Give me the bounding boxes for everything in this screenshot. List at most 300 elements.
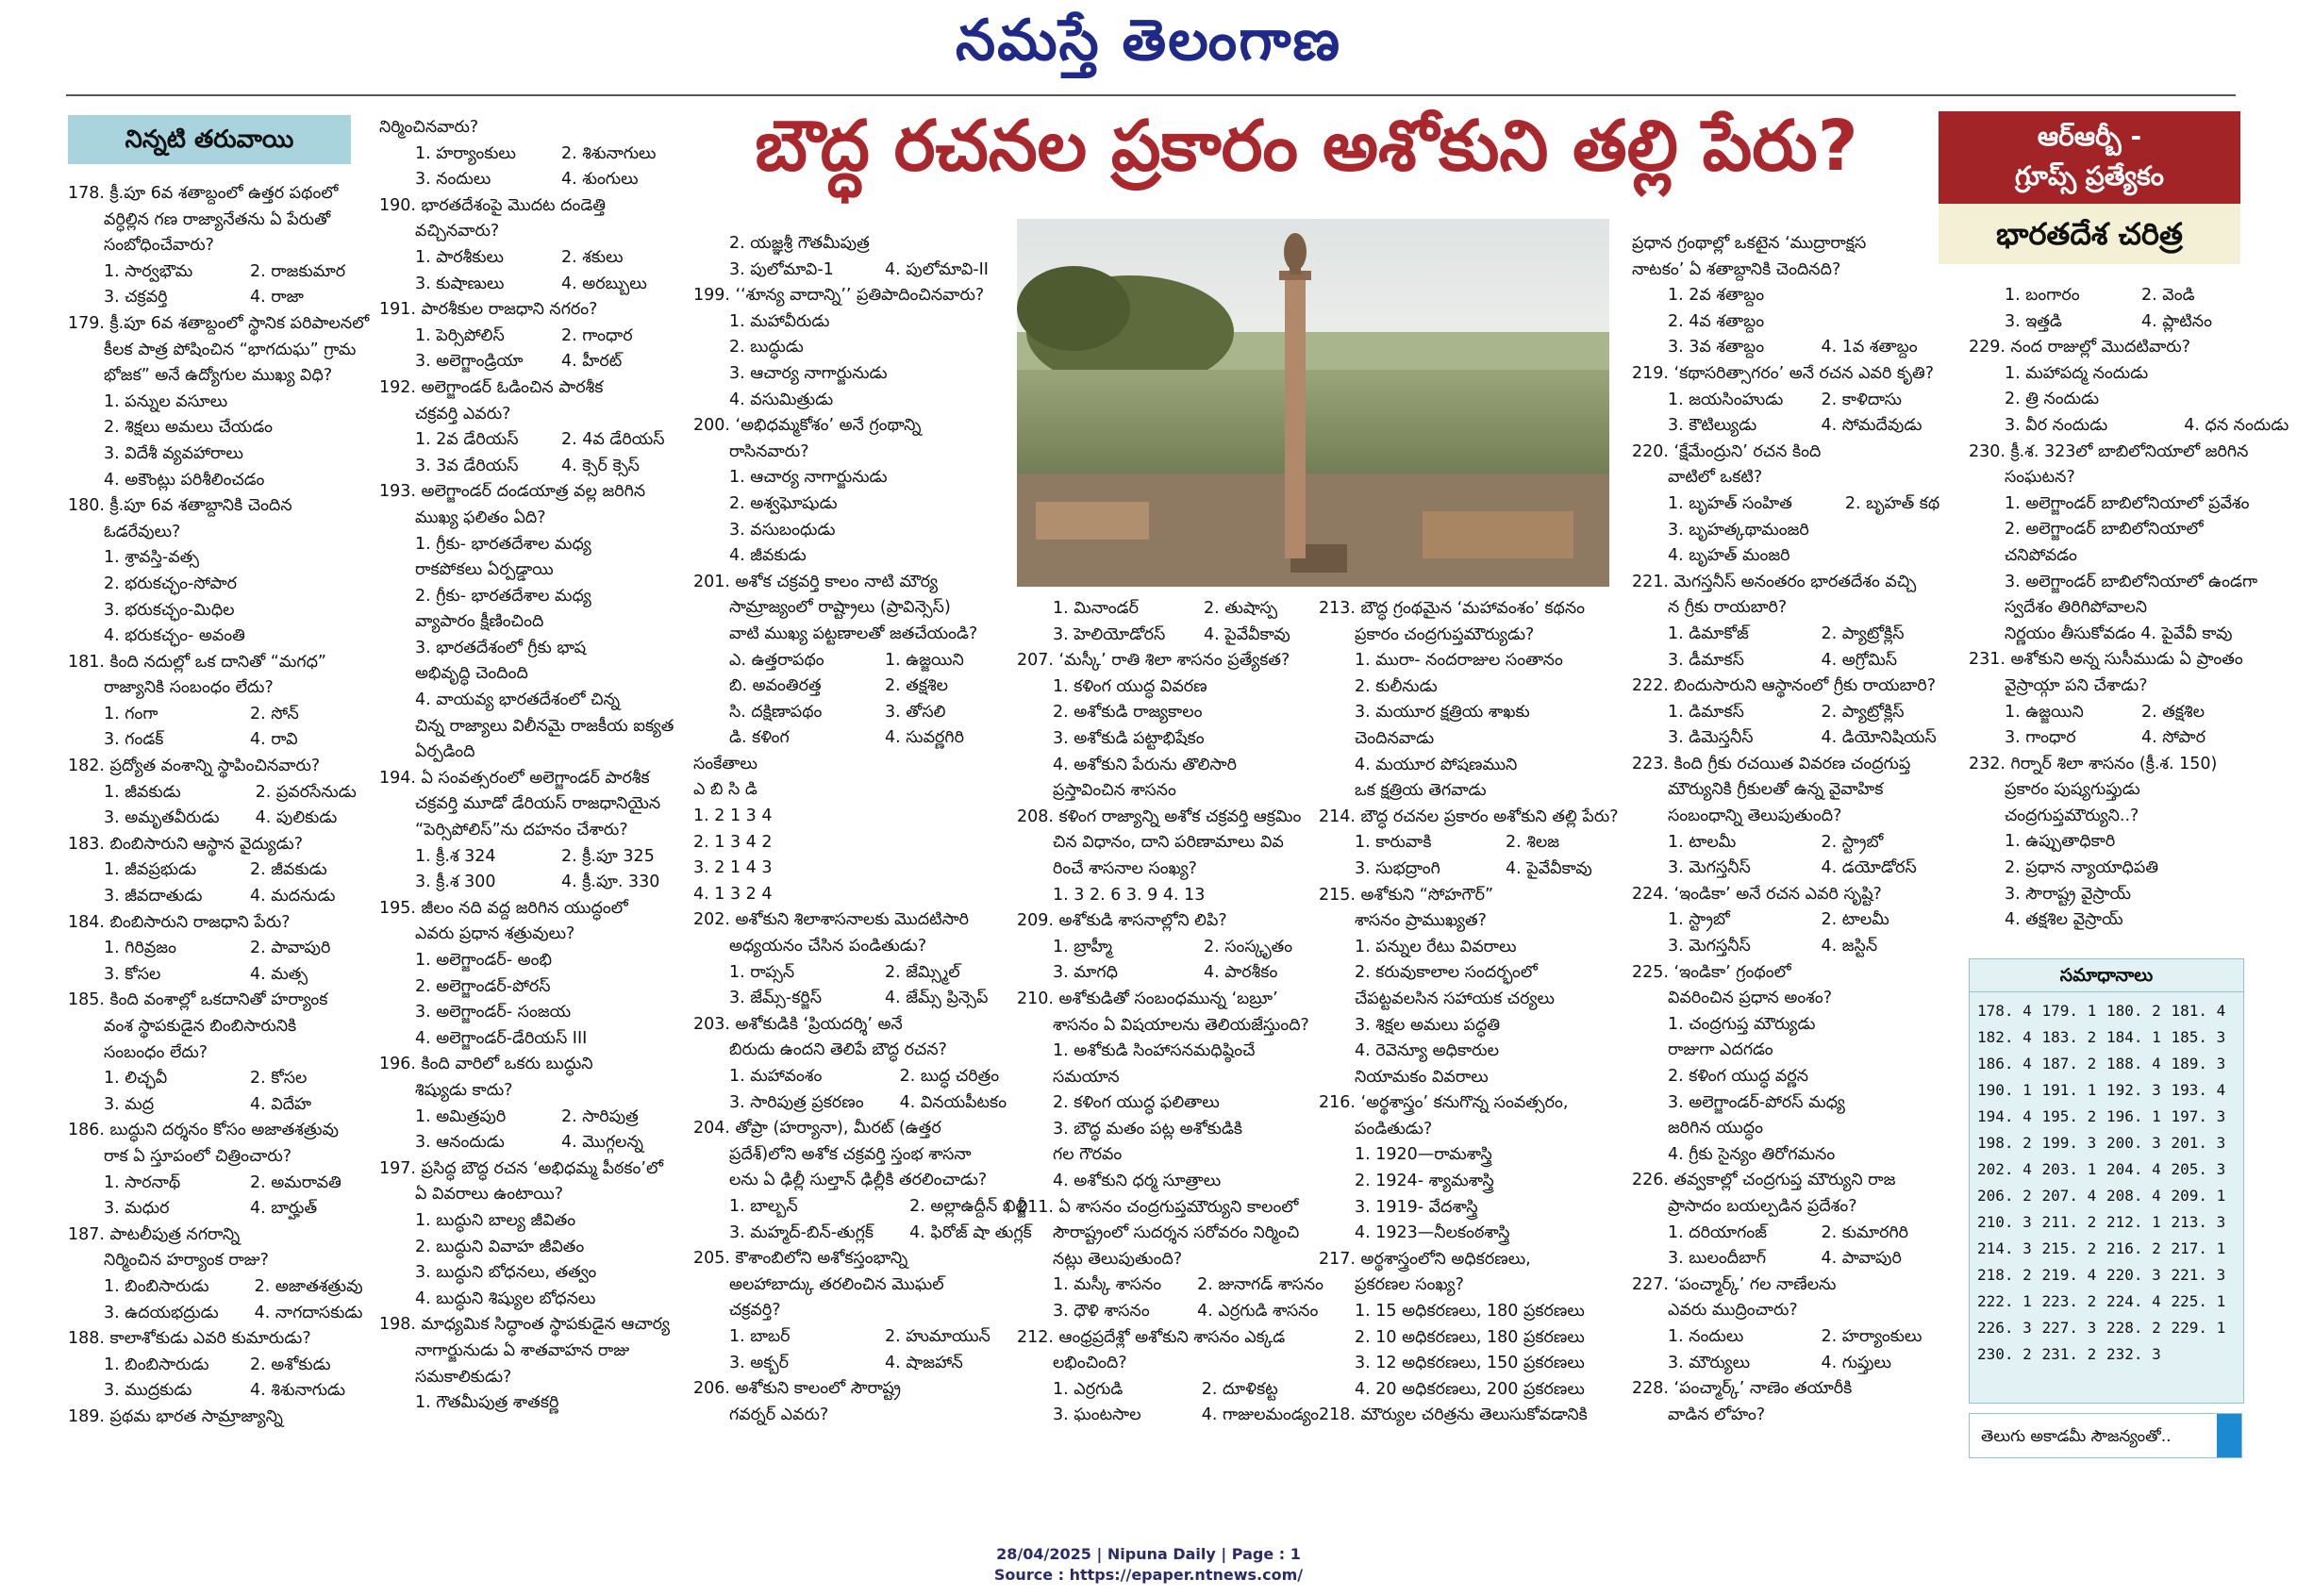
answer-option: 3. ముద్రకుడు: [104, 1381, 192, 1401]
question-text-continued: సౌరాష్ట్రంలో సుదర్శన సరోవరం నిర్మించి: [1053, 1223, 1300, 1243]
answer-option: 3. సౌరాష్ట్ర వైస్రాయ్: [2005, 884, 2132, 904]
question-item: [1319, 805, 1621, 883]
answer-key-item: 196. 1: [2106, 1107, 2161, 1125]
answer-options-grid: [693, 1194, 1032, 1246]
answer-option: 1. ఉజ్జయిని: [885, 650, 964, 670]
question-text-continued: వర్ధిల్లిన గణ రాజ్యానేతను ఏ పేరుతో: [104, 209, 331, 229]
question-item: [1632, 570, 1939, 673]
answer-option: 4. వాయవ్య భారతదేశంలో చిన్న: [415, 690, 620, 710]
question-item: [1017, 1325, 1319, 1429]
answer-option: 4. అరబ్బులు: [561, 274, 647, 293]
answer-option: 3. శిక్షల అమలు పద్ధతి: [1355, 1015, 1501, 1035]
answers-title: సమాధానాలు: [1970, 959, 2243, 992]
question-item: [379, 479, 672, 766]
question-text: 211. ఏ శాసనం చంద్రగుప్తమౌర్యుని కాలంలో: [1017, 1197, 1299, 1217]
question-item: [68, 493, 360, 650]
answer-option: 1. 2వ శతాబ్దం: [1668, 286, 1765, 306]
section-label-previous: నిన్నటి తరువాయి: [68, 115, 351, 164]
question-text-continued: ముఖ్య ఫలితం ఏది?: [415, 507, 546, 527]
answer-option: 3. సుభద్రాంగి: [1355, 858, 1440, 878]
question-item: [693, 570, 1005, 752]
question-item: [379, 1156, 672, 1313]
answer-option: 4. జేమ్స్ ప్రిన్సెప్: [885, 989, 989, 1008]
answer-options-grid: [68, 1274, 363, 1326]
answer-option: [2148, 387, 2289, 413]
question-text-continued: సమకాలికుడు?: [415, 1367, 512, 1387]
question-text: 222. బిందుసారుని ఆస్థానంలో గ్రీకు రాయబారి?: [1632, 676, 1937, 696]
question-item: [1017, 596, 1319, 648]
answer-key-item: 232. 3: [2106, 1345, 2161, 1363]
answer-option: 3. ఇత్తడి: [2005, 311, 2062, 331]
answer-option: 2. టాలమీ: [1821, 910, 1889, 930]
credit-note: [1969, 1413, 2242, 1458]
answer-options-grid: [1017, 935, 1319, 987]
question-text-continued: ప్రకారం చంద్రగుప్తమౌర్యుడు?: [1355, 624, 1535, 644]
question-text: 227. ‘పంచ్మార్క్’ గల నాణేలను: [1632, 1274, 1837, 1294]
answer-option: [2148, 361, 2289, 388]
question-text-continued: మౌర్యునికి గ్రీకులతో ఉన్న వైవాహిక: [1668, 780, 1884, 800]
question-item: [1319, 1403, 1621, 1429]
answer-options-grid: [1632, 491, 1939, 570]
answer-option: 3. బులందీబాగ్: [1668, 1249, 1767, 1269]
answer-key-item: 194. 4: [1977, 1107, 2032, 1125]
answer-option: 3. ఆచార్య నాగార్జునుడు: [729, 363, 888, 383]
answer-options-grid: [693, 1324, 1005, 1376]
answer-key-item: 222. 1: [1977, 1292, 2032, 1310]
question-item: [68, 988, 360, 1118]
question-item: [379, 193, 672, 297]
question-text-continued: నాగార్జునుడు ఏ శాతవాహన రాజు: [415, 1340, 630, 1360]
answer-option: 3. వీర నందుడు: [2005, 415, 2108, 435]
question-item: [379, 1312, 672, 1416]
answer-option: 1. నందులు: [1668, 1326, 1744, 1346]
masthead-rule: [66, 94, 2236, 96]
answer-option: 1. 2వ డేరియస్: [415, 430, 519, 450]
question-text: 232. గిర్నార్ శిలా శాసనం (క్రీ.శ. 150): [1969, 754, 2218, 773]
question-text: 225. ‘ఇండికా’ గ్రంథంలో: [1632, 962, 1791, 982]
question-item: [1017, 805, 1319, 908]
answer-option: 1. మస్కీ శాసనం: [1053, 1275, 1162, 1295]
question-item: [68, 311, 370, 493]
answer-option: 1. దరియాగంజ్: [1668, 1222, 1767, 1242]
answer-option: 1. లిచ్ఛవీ: [104, 1069, 168, 1089]
question-text: 207. ‘మస్కీ’ రాతి శిలా శాసనం ప్రత్యేకత?: [1017, 651, 1290, 671]
footer-source: Source : https://epaper.ntnews.com/: [993, 1566, 1304, 1584]
answer-option: రాజుగా ఎదగడం: [1668, 1040, 1773, 1060]
answer-option: 1. గ్రీకు- భారతదేశాల మధ్య: [415, 534, 591, 554]
answer-option: 2. అశోకుడి రాజ్యకాలం: [1053, 703, 1203, 723]
answer-option: 1. పెర్సిపోలిస్: [415, 325, 505, 345]
answer-option: 3. మద్ర: [104, 1094, 155, 1114]
answer-option: 1. బుద్ధుని బాల్య జీవితం: [415, 1210, 576, 1230]
answer-option: 3. అశోకుడి పట్టాభిషేకం: [1053, 728, 1205, 748]
answer-option: 4. నాగదాసకుడు: [254, 1303, 363, 1322]
answer-option: 3. మౌర్యులు: [1668, 1353, 1751, 1372]
question-text-continued: 4. 1 3 2 4: [693, 884, 773, 904]
answer-option: 1. స్ట్రాబో: [1668, 910, 1730, 930]
question-item: [693, 1246, 1005, 1376]
answer-option: 2. 4వ డేరియస్: [561, 430, 665, 450]
answer-key-item: 180. 2: [2106, 1002, 2161, 1020]
question-text-continued: ఓడరేవులు?: [104, 522, 181, 541]
answer-options-grid: [379, 427, 672, 479]
question-item: [379, 1052, 672, 1155]
answer-option: 1. బింబిసారుడు: [104, 1276, 209, 1296]
answer-option: 3. సారిపుత్ర ప్రకరణం: [729, 1092, 864, 1112]
answer-key-item: 189. 3: [2171, 1055, 2226, 1072]
answer-option: 3. గాంధార: [2005, 728, 2076, 748]
answer-option: 4. ఎర్రగుడి శాసనం: [1197, 1302, 1319, 1322]
question-item: [1632, 1168, 1939, 1272]
question-column-5: [1319, 596, 1621, 1429]
answer-option: 2. శిక్షలు అమలు చేయడం: [104, 418, 273, 438]
answer-option: 1. బృహత్ సంహిత: [1668, 493, 1792, 513]
question-text-continued: సంబంధం లేదు?: [104, 1042, 208, 1062]
answer-option: 2. ప్రధాన న్యాయాధిపతి: [2005, 858, 2159, 878]
answer-option: నిర్ణయం తీసుకోవడం 4. పైవేవీ కావు: [2005, 623, 2233, 643]
answer-option: రాకపోకలు ఏర్పడ్డాయి: [415, 560, 554, 580]
question-item: [379, 766, 672, 896]
answer-key-item: 223. 2: [2041, 1292, 2097, 1310]
question-text: 209. అశోకుడి శాసనాల్లోని లిపి?: [1017, 911, 1227, 931]
answer-option: 2. ప్యాట్రోక్లిస్: [1821, 702, 1905, 722]
question-item: [1319, 1090, 1621, 1247]
answer-option: 4. హీరట్: [561, 352, 623, 372]
answer-option: 2. జేమ్స్మిల్: [885, 962, 960, 982]
answer-options-grid: [379, 245, 672, 297]
answer-options-grid: [68, 1066, 360, 1118]
question-text: సంకేతాలు: [693, 754, 757, 773]
answer-option: 1. ఎర్రగుడి: [1053, 1379, 1124, 1399]
answer-option: చెందినవాడు: [1355, 728, 1435, 748]
answer-key-item: 211. 2: [2041, 1213, 2097, 1231]
answer-option: 3. 3వ డేరియస్: [415, 456, 519, 475]
answer-option: [1809, 518, 1939, 544]
question-text: 204. తోప్రా (హర్యానా), మీరట్ (ఉత్తర: [693, 1119, 941, 1139]
question-text: 210. అశోకుడితో సంబంధమున్న ‘బబ్రూ’: [1017, 989, 1278, 1008]
answer-option: 3. మయూర క్షత్రియ శాఖకు: [1355, 703, 1530, 723]
question-text-continued: చిన విధానం, దాని పరిణామాలు వివ: [1053, 833, 1284, 853]
answer-option: 1. జీవకుడు: [104, 782, 181, 802]
answer-option: 1. మహాపద్మ నందుడు: [2005, 363, 2149, 383]
question-item: [1017, 987, 1319, 1195]
question-column-4: [1017, 596, 1324, 1429]
answer-options-grid: [379, 844, 672, 896]
question-text: 184. బింబిసారుని రాజధాని పేరు?: [68, 912, 291, 932]
answer-option: 3. అలెగ్జాండర్-పోరస్ మధ్య: [1668, 1092, 1845, 1112]
answer-option: ఒక క్షత్రియ తెగవాడు: [1355, 781, 1487, 801]
answer-option: 2. ప్రవరసేనుడు: [255, 782, 357, 802]
answer-option: 4. శిశునాగుడు: [250, 1381, 346, 1401]
answer-option: 2. దూళికట్ట: [1201, 1379, 1278, 1399]
rrb-line-2: గ్రూప్స్ ప్రత్యేకం: [2014, 160, 2164, 191]
answer-option: 3. 12 అధికరణలు, 150 ప్రకరణలు: [1355, 1354, 1585, 1373]
answer-option: అభివృద్ధి చెందింది: [415, 664, 528, 684]
answer-option: 4. డయోడోరస్: [1821, 858, 1917, 878]
answer-option: 4. తక్షశిల వైస్రాయ్: [2005, 910, 2123, 930]
answer-option: 1. ఆచార్య నాగార్జునుడు: [729, 468, 888, 488]
answer-option: 3. భారతదేశంలో గ్రీకు భాష: [415, 638, 587, 657]
answer-option: 1. 15 అధికరణలు, 180 ప్రకరణలు: [1355, 1302, 1585, 1322]
answer-option: 2. కుమారగిరి: [1821, 1222, 1909, 1242]
question-text-continued: ఎవరు ప్రధాన శత్రువులు?: [415, 924, 575, 944]
answer-key-item: 218. 2: [1977, 1266, 2032, 1284]
answer-option: 2. వెండి: [2141, 286, 2195, 305]
question-text-continued: సంఘటన?: [2005, 468, 2075, 488]
answer-option: 4. బుద్ధుని శిష్యుల బోధనలు: [415, 1288, 596, 1308]
question-text-continued: వివరించిన ప్రధాన అంశం?: [1668, 989, 1832, 1008]
answer-option: 4. వసుమిత్రుడు: [729, 390, 834, 409]
answer-key-item: 185. 3: [2171, 1028, 2226, 1046]
question-text: 187. పాటలీపుత్ర నగరాన్ని: [68, 1224, 241, 1244]
answer-option: 3. గండక్: [104, 730, 164, 750]
answer-option: 2. తుషాస్ప: [1204, 599, 1278, 618]
answer-option: 1. పన్నుల రేటు వివరాలు: [1355, 937, 1517, 956]
answer-key-item: 198. 2: [1977, 1134, 2032, 1152]
answer-option: 1. అమిత్రపురి: [415, 1106, 507, 1126]
question-text-continued: శాసనం ఏ విషయాలను తెలియజేస్తుంది?: [1053, 1015, 1309, 1035]
answer-key-item: 200. 3: [2106, 1134, 2161, 1152]
answer-option: 1. హర్యాంకులు: [415, 143, 516, 163]
answer-key-item: 221. 3: [2171, 1266, 2226, 1284]
answer-key-item: 191. 1: [2041, 1081, 2097, 1099]
answer-option: 4. క్సెర్ క్సెస్: [561, 456, 640, 475]
answer-option: 4. ఫిరోజ్ షా తుగ్లక్: [909, 1222, 1032, 1242]
answer-option: 4. 20 అధికరణలు, 200 ప్రకరణలు: [1355, 1379, 1585, 1399]
answer-option: 4. షాజహాన్: [885, 1353, 963, 1372]
answer-option: 4. బార్హుత్: [250, 1199, 318, 1219]
answer-option: 3. ఘంటసాల: [1053, 1405, 1141, 1425]
answer-option: 2. తక్షశిల: [885, 676, 949, 696]
question-text-continued: ప్రకారం పుష్యగుప్తుడు: [2005, 780, 2140, 800]
answer-option: 4. విదేహ: [250, 1094, 312, 1114]
answer-option: 2. సోన్: [250, 704, 299, 723]
answer-option: 4. అలెగ్జాండర్-డేరియస్ III: [415, 1028, 588, 1048]
question-text: 189. ప్రథమ భారత సామ్రాజ్యాన్ని: [68, 1406, 283, 1426]
answer-key-item: 229. 1: [2171, 1319, 2226, 1337]
question-text: 198. మాధ్యమిక సిద్ధాంత స్థాపకుడైన ఆచార్య: [379, 1315, 671, 1335]
answer-options-grid: [379, 1105, 672, 1156]
answer-option: [1786, 283, 1939, 309]
answer-key-item: 206. 2: [1977, 1187, 2032, 1205]
question-text: 186. బుద్ధుని దర్శనం కోసం అజాతశత్రువు: [68, 1121, 339, 1140]
answer-key-item: 219. 4: [2041, 1266, 2097, 1284]
answer-key-item: 183. 2: [2041, 1028, 2097, 1046]
answer-option: 1. క్రీ.శ 324: [415, 846, 496, 866]
masthead-logo: నమస్తే తెలంగాణ: [955, 8, 1342, 74]
answer-key-item: 208. 4: [2106, 1187, 2161, 1205]
answer-option: 3. అలెగ్జాండర్ బాబిలోనియాలో ఉండగా: [2005, 572, 2258, 591]
question-text: 183. బింబిసారుని ఆస్థాన వైద్యుడు?: [68, 834, 303, 854]
answer-option: 4. మదనుడు: [250, 887, 336, 906]
question-text-continued: వాటిలో ఒకటి?: [1668, 468, 1763, 488]
answer-key-item: 182. 4: [1977, 1028, 2032, 1046]
answer-option: 2. తక్షశిల: [2141, 702, 2205, 722]
answer-option: 1. ఉజ్జయిని: [2005, 702, 2084, 722]
question-item: [693, 752, 1005, 908]
question-text: 220. ‘క్షేమేంద్రుని’ రచన కింది: [1632, 441, 1822, 461]
question-text: 180. క్రీ.పూ 6వ శతాబ్దానికి చెందిన: [68, 496, 292, 516]
question-column-2: [379, 115, 672, 1417]
answer-option: 3. కుషాణులు: [415, 274, 505, 293]
question-text-continued: వచ్చినవారు?: [415, 222, 500, 241]
question-text: 196. కింది వారిలో ఒకరు బుద్ధుని: [379, 1055, 593, 1074]
answer-option: 3. మెగస్తనీస్: [1668, 937, 1751, 956]
answer-option: 3. చక్రవర్తి: [104, 288, 168, 308]
answer-option: 4. రాజా: [250, 288, 304, 308]
answer-option: 4. వినయపీటకం: [899, 1092, 1007, 1112]
answer-key-item: 203. 1: [2041, 1160, 2097, 1178]
question-text-continued: వైస్రాయ్గా పని చేశాడు?: [2005, 675, 2148, 695]
answer-option: 1. బాల్బన్: [729, 1196, 798, 1216]
answer-option: 1. టాలమీ: [1668, 832, 1737, 852]
answer-option: 4. పులికుడు: [255, 808, 338, 828]
answer-options-grid: [693, 960, 1005, 1012]
question-text: 181. కింది నదుల్లో ఒక దానితో “మగధ”: [68, 652, 326, 672]
question-text-continued: చక్రవర్తి మూడో డేరియస్ రాజధానియైన: [415, 794, 661, 814]
question-item: [1969, 752, 2242, 934]
question-item: [1632, 752, 1939, 882]
answer-option: 1. డిమాకోజ్: [1668, 623, 1749, 643]
answer-key-item: 228. 2: [2106, 1319, 2161, 1337]
answer-options-grid: [693, 648, 1005, 752]
answer-option: 3. విదేశీ వ్యవహారాలు: [104, 443, 243, 463]
answer-options-grid: [1632, 283, 1939, 361]
question-text: 192. అలెగ్జాండర్ ఓడించిన పారశీక: [379, 377, 604, 397]
footer-date: 28/04/2025 | Nipuna Daily | Page : 1: [996, 1545, 1301, 1563]
question-item: [379, 115, 672, 193]
answer-key-item: 187. 2: [2041, 1055, 2097, 1072]
answer-option: 4. మత్స: [250, 964, 308, 984]
question-item: [1632, 231, 1939, 361]
answer-option: 3. అక్బర్: [729, 1353, 790, 1372]
answer-option: 2. అల్లాఉద్దీన్ ఖిల్జీ: [909, 1196, 1028, 1216]
answer-option: 3. మధుర: [104, 1199, 170, 1219]
question-text: 199. ‘‘శూన్య వాదాన్ని’’ ప్రతిపాదించినవారు?: [693, 286, 985, 306]
answer-option: 4. మయూర పోషణముని: [1355, 755, 1518, 774]
question-text-continued: చంద్రగుప్తమౌర్యుని..?: [2005, 806, 2139, 825]
answer-option: 3. హెలియోడోరస్: [1053, 624, 1166, 644]
answer-option: 2. హుమాయున్: [885, 1326, 990, 1346]
question-text: 213. బౌద్ధ గ్రంథమైన ‘మహావంశం’ కథనం: [1319, 599, 1586, 618]
answer-key-item: 210. 3: [1977, 1213, 2032, 1231]
answer-option: 3. మాగధి: [1053, 963, 1118, 983]
answer-option: 2. కాళిదాసు: [1821, 390, 1902, 409]
question-text: 185. కింది వంశాల్లో ఒకదానితో హర్యాంక: [68, 990, 328, 1010]
answer-option: 3. వసుబంధుడు: [729, 520, 836, 540]
question-text: 226. తవ్వకాల్లో చంద్రగుప్త మౌర్యుని రాజ: [1632, 1171, 1896, 1190]
question-text-continued: ప్రకరణల సంఖ్య?: [1355, 1275, 1464, 1295]
answer-option: 4. సువర్ణగిరి: [885, 728, 964, 748]
question-text-continued: సంబంధాన్ని తెలుపుతుంది?: [1668, 806, 1842, 826]
answer-option: 3. తోసలి: [885, 702, 946, 722]
answer-option: 3. 1919- వేదశాస్త్రి: [1355, 1197, 1478, 1217]
answer-key-item: 224. 4: [2106, 1292, 2161, 1310]
answer-option: 4. గుప్తులు: [1821, 1353, 1891, 1372]
answer-option: 2. కోసల: [250, 1069, 308, 1089]
answer-option: 1. కళింగ యుద్ధ వివరణ: [1053, 676, 1207, 696]
answer-option: 2. త్రి నందుడు: [2005, 390, 2100, 409]
answer-option: చిన్న రాజ్యాలు విలీనమై రాజకీయ ఐక్యత: [415, 716, 674, 736]
question-item: [379, 297, 672, 375]
question-text-continued: రాక ఏ స్తూపంలో చిత్రించారు?: [104, 1146, 292, 1166]
question-column-6: [1632, 231, 1939, 1428]
answer-option: 4. 1వ శతాబ్దం: [1821, 338, 1918, 357]
answer-option: 3. ధౌళి శాసనం: [1053, 1302, 1150, 1322]
answer-option: 2. 1924- శ్యామశాస్త్రి: [1355, 1172, 1494, 1191]
answer-option: 2. బృహత్ కథ: [1844, 493, 1940, 513]
question-item: [1632, 1272, 1939, 1376]
question-item: [1632, 882, 1939, 960]
question-text: 205. కౌశాంబిలోని అశోకస్తంభాన్ని: [693, 1249, 908, 1269]
answer-option: 1. జీవప్రభుడు: [104, 860, 197, 880]
question-text: 195. జీలం నది వద్ద జరిగిన యుద్ధంలో: [379, 898, 628, 918]
ashoka-pillar-photo: [1017, 219, 1609, 587]
question-text: 202. అశోకుని శిలాశాసనాలకు మొదటిసారి: [693, 910, 970, 930]
question-text: ప్రధాన గ్రంథాల్లో ఒకటైన ‘ముద్రారాక్షస: [1632, 234, 1867, 253]
answer-option: 2. శిలజ: [1506, 833, 1560, 853]
question-text-continued: లను ఏ ఢిల్లీ సుల్తాన్ ఢిల్లీకి తరలించాడు?: [729, 1171, 988, 1190]
answer-options-grid: [1017, 596, 1319, 648]
answer-option: 1. శ్రావస్తి-వత్స: [104, 548, 199, 568]
answer-option: 2. కులీనుడు: [1355, 676, 1438, 696]
answer-option: 2. అజాతశత్రువు: [254, 1276, 363, 1296]
answer-key-item: 213. 3: [2171, 1213, 2226, 1231]
answer-key-item: 195. 2: [2041, 1107, 2097, 1125]
answer-option: 3. అలెగ్జాండ్రియా: [415, 352, 524, 372]
answer-option: 2. ప్యాట్రోక్లిస్: [1821, 623, 1905, 643]
section-label-rrb: [1939, 111, 2240, 204]
answer-options-grid: [68, 259, 360, 311]
answer-option: 1. 3 2. 6 3. 9 4. 13: [1053, 885, 1206, 905]
answer-key-item: 207. 4: [2041, 1187, 2097, 1205]
answer-key-item: 179. 1: [2041, 1002, 2097, 1020]
answer-option: 3. 3వ శతాబ్దం: [1668, 338, 1765, 357]
answer-option: 2. గ్రీకు- భారతదేశాల మధ్య: [415, 586, 591, 606]
question-text-continued: బిరుదు ఉందని తెలిపే బౌద్ధ రచన?: [729, 1040, 947, 1060]
answer-key-item: 230. 2: [1977, 1345, 2032, 1363]
answer-option: 3. జేమ్స్-కర్జిస్: [729, 989, 823, 1008]
question-text: నిర్మించినవారు?: [379, 118, 479, 137]
answer-option: 1. కారువాకి: [1355, 833, 1432, 853]
answer-option: 4. భరుకచ్ఛం- అవంతి: [104, 626, 245, 646]
answer-option: 3. పులోమావి-1: [729, 259, 834, 279]
answer-key-item: 225. 1: [2171, 1292, 2226, 1310]
question-text: 214. బౌద్ధ రచనల ప్రకారం అశోకుని తల్లి పేరు?: [1319, 806, 1619, 826]
answer-options-grid: [68, 1171, 360, 1222]
answer-options-grid: [68, 702, 360, 754]
answer-option: 3. భరుకచ్ఛం-మిధిల: [104, 600, 235, 620]
question-text: 219. ‘కథాసరిత్సాగరం’ అనే రచన ఎవరి కృతి?: [1632, 363, 1935, 383]
question-text-continued: వంశ స్థాపకుడైన బింబిసారునికి: [104, 1017, 297, 1036]
answer-options-grid: [1632, 388, 1939, 440]
answer-option: చనిపోవడం: [2005, 545, 2077, 565]
question-item: [1017, 648, 1319, 805]
question-text: 206. అశోకుని కాలంలో సౌరాష్ట్ర: [693, 1379, 901, 1399]
answer-option: 2. అశోకుడు: [250, 1355, 331, 1374]
answer-option: జరిగిన యుద్ధం: [1668, 1119, 1764, 1139]
answer-option: 3. అలెగ్జాండర్- సంజయ: [415, 1003, 572, 1022]
answer-option: 4. పారశీకం: [1204, 963, 1278, 983]
question-text-continued: సంబోధించేవారు?: [104, 236, 214, 256]
question-text: 212. ఆంధ్రప్రదేశ్లో అశోకుని శాసనం ఎక్కడ: [1017, 1327, 1286, 1347]
question-column-1: [68, 181, 370, 1431]
credit-accent-bar: [2217, 1414, 2241, 1457]
question-text: 200. ‘అభిధమ్మకోశం’ అనే గ్రంథాన్ని: [693, 416, 922, 436]
question-text-continued: ప్రాసాదం బయల్పడిన ప్రదేశం?: [1668, 1196, 1857, 1216]
question-text-continued: రాజ్యానికి సంబంధం లేదు?: [104, 678, 274, 698]
answer-option: 1. గౌతమీపుత్ర శాతకర్ణి: [415, 1393, 559, 1413]
